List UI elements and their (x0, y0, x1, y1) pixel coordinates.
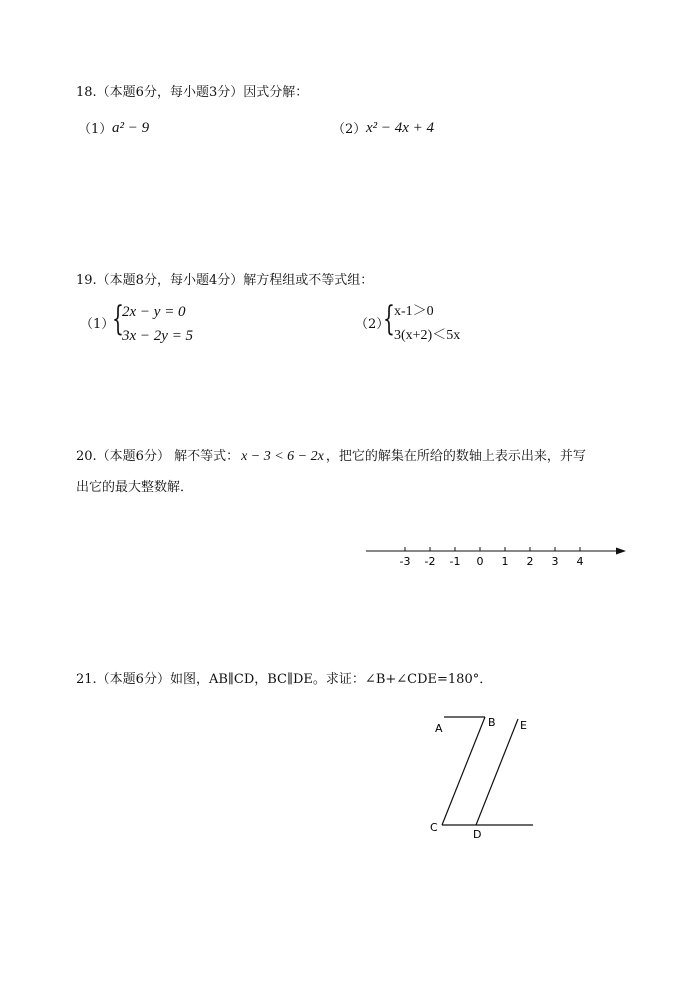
q20-line2: 出它的最大整数解． (76, 480, 194, 495)
label-e: E (520, 719, 527, 732)
number-line-tick-label: 1 (501, 555, 509, 568)
q21-heading: 21.（本题6分）如图，AB∥CD，BC∥DE。求证：∠B+∠CDE=180°． (76, 672, 493, 687)
number-line-tick-label: 2 (526, 555, 534, 568)
q19-part1-equation-1: 2x − y = 0 (122, 304, 186, 320)
label-d: D (473, 828, 482, 841)
q20-heading-suffix: ，把它的解集在所给的数轴上表示出来，并写 (325, 449, 586, 464)
q18-part1-label: （1） (78, 122, 113, 137)
q20-heading-prefix: 20.（本题6分） 解不等式： (76, 449, 240, 464)
q18-heading: 18.（本题6分，每小题3分）因式分解： (76, 85, 309, 100)
q19-part1-equation-2: 3x − 2y = 5 (122, 328, 194, 344)
number-line-tick-label: -3 (399, 555, 411, 568)
label-a: A (435, 722, 443, 735)
segment-de (476, 719, 518, 825)
q18-part2-expression: x² − 4x + 4 (366, 120, 435, 136)
segment-bc (442, 717, 485, 825)
q19-heading: 19.（本题8分，每小题4分）解方程组或不等式组： (76, 273, 374, 288)
number-line-tick-label: 4 (576, 555, 584, 568)
number-line-tick-label: -1 (449, 555, 461, 568)
q19-part2-inequality-2: 3(x+2)＜5x (394, 328, 461, 343)
label-c: C (430, 821, 438, 834)
q20-inequality: x − 3 < 6 − 2x (241, 449, 324, 464)
q19-part2-inequality-1: x-1＞0 (394, 304, 434, 319)
q19-part2-label: （2） (355, 317, 390, 332)
number-line-tick-label: -2 (424, 555, 436, 568)
q18-part2-label: （2） (332, 122, 367, 137)
q19-part2-brace: { (383, 299, 395, 339)
q19-part1-brace: { (112, 299, 124, 339)
label-b: B (488, 716, 496, 729)
q18-part1-expression: a² − 9 (112, 120, 150, 136)
number-line-tick-label: 0 (476, 555, 484, 568)
number-line-tick-label: 3 (551, 555, 559, 568)
q19-part1-label: （1） (80, 317, 115, 332)
